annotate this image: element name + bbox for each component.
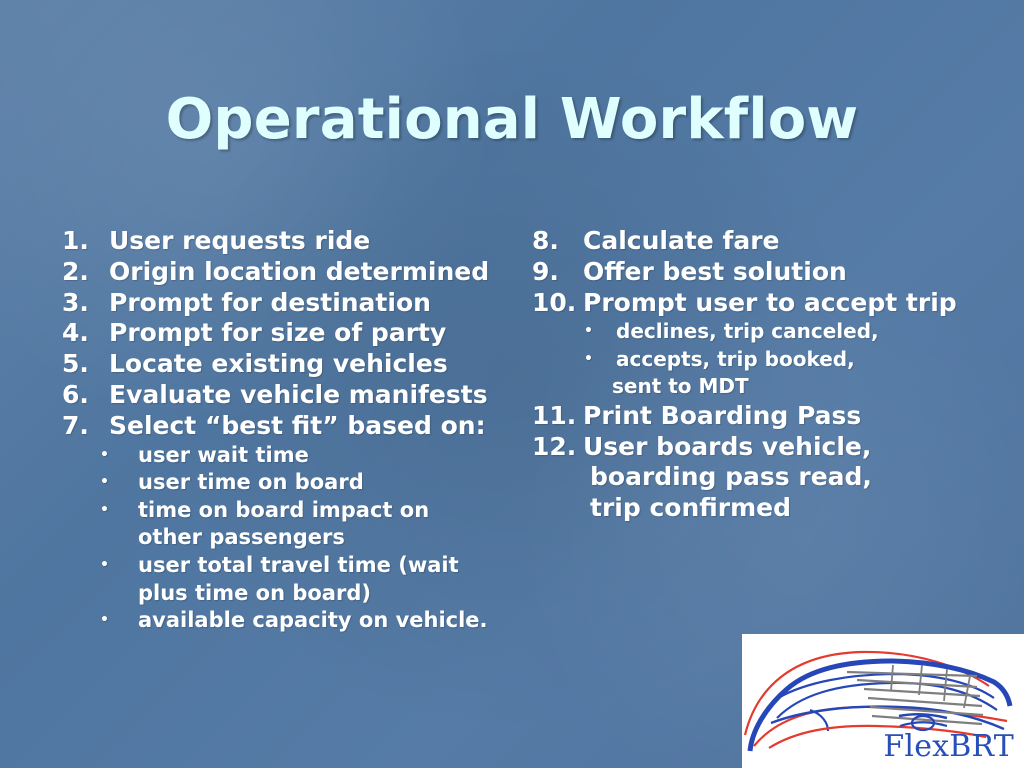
step-number: 4.	[62, 318, 89, 348]
trip-response-item	[532, 318, 956, 346]
bullet-icon: •	[584, 323, 593, 340]
left-workflow-column	[62, 226, 512, 635]
step-number: 6.	[62, 379, 89, 409]
workflow-step-9	[532, 257, 992, 288]
criterion-text: time on board impact on other passengers	[138, 497, 430, 550]
flexbrt-logo	[742, 634, 1024, 768]
step-text: Prompt user to accept trip	[583, 287, 957, 317]
step-text: Prompt for destination	[109, 287, 431, 317]
step-number: 7.	[62, 410, 89, 440]
step-number: 8.	[532, 226, 559, 255]
step-text: Locate existing vehicles	[109, 349, 448, 379]
step-number: 10.	[532, 287, 577, 317]
step-text: User requests ride	[109, 226, 371, 255]
step-number: 9.	[532, 256, 559, 286]
trip-response-text: declines, trip canceled,	[616, 319, 879, 344]
workflow-step-1	[62, 226, 512, 257]
step-text: Prompt for size of party	[109, 318, 447, 348]
best-fit-criterion	[62, 607, 488, 635]
workflow-step-12-continuation: boarding pass read,	[590, 462, 872, 492]
best-fit-criteria-list	[62, 442, 512, 635]
trip-response-text: sent to MDT	[612, 374, 749, 399]
best-fit-criterion	[62, 552, 488, 607]
criterion-text: user wait time	[138, 442, 309, 467]
trip-response-list	[532, 318, 992, 401]
workflow-step-12	[532, 432, 992, 463]
step-text: Select “best fit” based on:	[109, 410, 486, 440]
step-number: 2.	[62, 256, 89, 286]
workflow-step-10	[532, 288, 992, 319]
step-text: Evaluate vehicle manifests	[109, 379, 488, 409]
workflow-step-5	[62, 349, 512, 380]
best-fit-criterion	[62, 497, 488, 552]
bullet-icon: •	[100, 474, 109, 491]
bullet-icon: •	[100, 501, 109, 518]
bullet-icon: •	[100, 556, 109, 573]
workflow-step-2	[62, 257, 512, 288]
workflow-step-8	[532, 226, 992, 257]
step-text: Calculate fare	[583, 226, 780, 255]
criterion-text: user total travel time (wait plus time on board)	[138, 552, 459, 605]
workflow-step-7	[62, 411, 512, 442]
workflow-step-4	[62, 318, 512, 349]
step-number: 11.	[532, 400, 577, 430]
workflow-step-6	[62, 380, 512, 411]
right-workflow-column	[532, 226, 992, 524]
criterion-text: user time on board	[138, 470, 364, 495]
workflow-step-12-continuation: trip confirmed	[590, 493, 792, 523]
trip-response-text: accepts, trip booked,	[616, 346, 855, 371]
workflow-step-3	[62, 288, 512, 319]
step-number: 3.	[62, 287, 89, 317]
best-fit-criterion	[62, 469, 488, 497]
bullet-icon: •	[584, 350, 593, 367]
trip-response-item	[532, 346, 956, 374]
step-number: 12.	[532, 431, 577, 461]
bullet-icon: •	[100, 446, 109, 463]
best-fit-criterion	[62, 442, 488, 470]
step-text: Origin location determined	[109, 256, 490, 286]
bullet-icon: •	[100, 612, 109, 629]
step-text: Offer best solution	[583, 256, 847, 286]
trip-response-continuation	[532, 373, 952, 401]
step-number: 5.	[62, 349, 89, 379]
step-text: User boards vehicle,	[583, 431, 872, 461]
criterion-text: available capacity on vehicle.	[138, 608, 488, 633]
slide-title: Operational Workflow	[165, 87, 859, 152]
flexbrt-logo-text: FlexBRT	[883, 729, 1014, 764]
workflow-step-11	[532, 401, 992, 432]
step-number: 1.	[62, 226, 89, 255]
step-text: Print Boarding Pass	[583, 400, 862, 430]
